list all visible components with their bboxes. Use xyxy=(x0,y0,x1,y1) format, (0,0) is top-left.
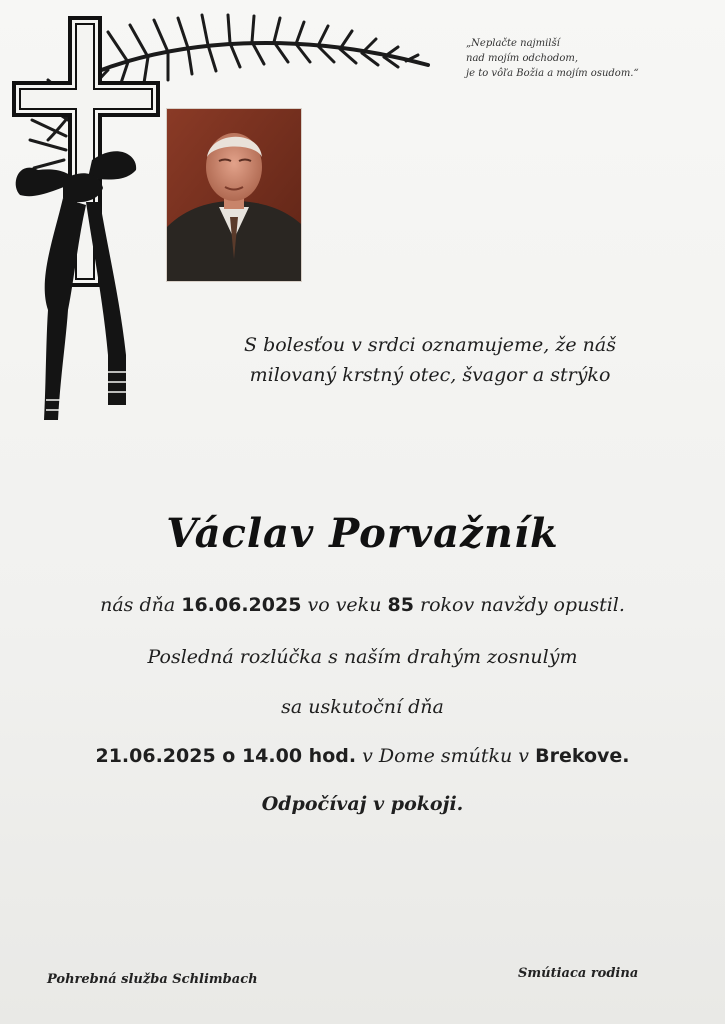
text: rokov navždy opustil. xyxy=(419,594,625,616)
portrait-photo xyxy=(167,109,301,281)
death-line xyxy=(0,594,725,616)
epitaph-quote xyxy=(466,36,706,81)
closing-phrase: Odpočívaj v pokoji. xyxy=(261,793,464,815)
quote-line: nad mojím odchodom, xyxy=(466,53,579,64)
quote-line: „Neplačte najmilší xyxy=(466,38,560,49)
farewell-date-intro: sa uskutoční dňa xyxy=(281,696,444,718)
funeral-place: Brekove. xyxy=(535,745,630,767)
funeral-datetime: 21.06.2025 o 14.00 hod. xyxy=(95,745,357,767)
death-date: 16.06.2025 xyxy=(181,594,302,616)
text: v Dome smútku v xyxy=(362,745,530,767)
text: nás dňa xyxy=(100,594,176,616)
age: 85 xyxy=(387,594,414,616)
text: vo veku xyxy=(307,594,382,616)
announcement-intro xyxy=(150,330,710,390)
intro-line: milovaný krstný otec, švagor a strýko xyxy=(249,364,611,386)
funeral-service: Pohrebná služba Schlimbach xyxy=(47,972,258,987)
farewell-line: Posledná rozlúčka s naším drahým zosnulým xyxy=(147,646,578,668)
family-signature: Smútiaca rodina xyxy=(518,966,639,981)
intro-line: S bolesťou v srdci oznamujeme, že náš xyxy=(244,334,616,356)
portrait-illustration xyxy=(167,109,301,281)
quote-line: je to vôľa Božia a mojím osudom.“ xyxy=(466,68,639,79)
funeral-line xyxy=(0,745,725,767)
deceased-name: Václav Porvažník xyxy=(166,510,559,557)
